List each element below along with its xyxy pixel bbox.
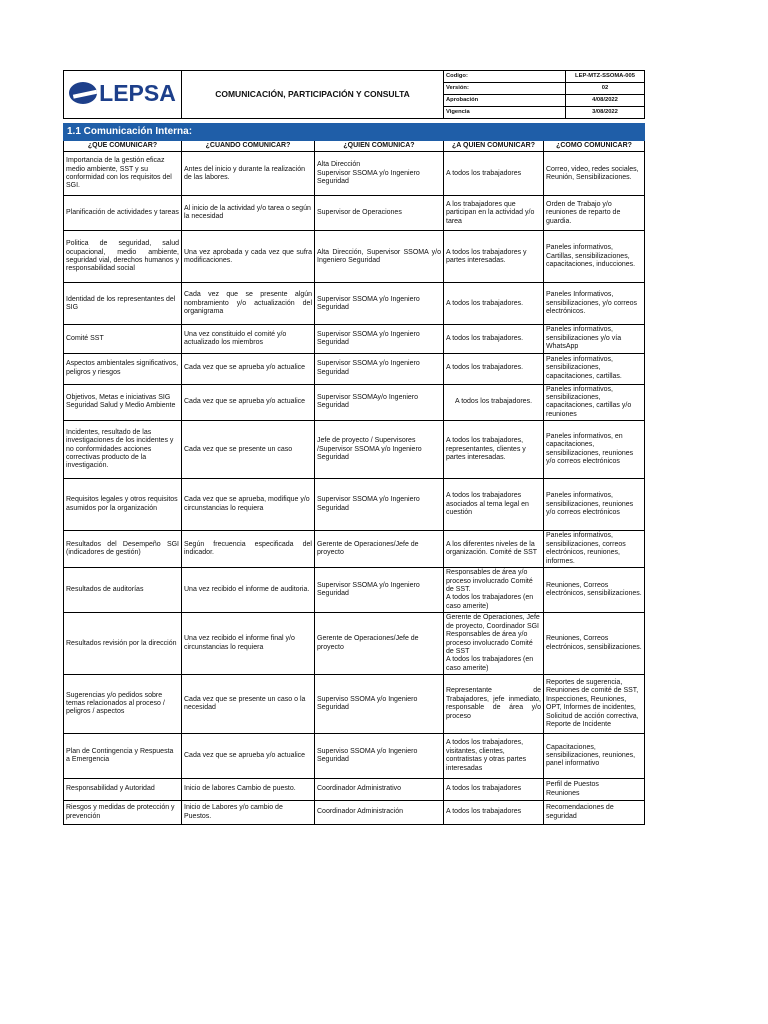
cell-how: Paneles informativos, sensibilizaciones, correos electrónicos, reuniones, informes. bbox=[544, 531, 645, 568]
meta-value-validity: 3/08/2022 bbox=[566, 107, 645, 119]
cell-who: Supervisor SSOMA y/o Ingeniero Seguridad bbox=[315, 353, 444, 384]
cell-who: Superviso SSOMA y/o Ingeniero Seguridad bbox=[315, 734, 444, 779]
cell-who: Supervisor SSOMA y/o Ingeniero Seguridad bbox=[315, 568, 444, 613]
company-logo bbox=[64, 71, 182, 119]
cell-what: Riesgos y medidas de protección y prevención bbox=[64, 801, 182, 825]
cell-who: Supervisor SSOMA y/o Ingeniero Seguridad bbox=[315, 479, 444, 531]
table-row bbox=[64, 196, 645, 231]
cell-when: Cada vez que se aprueba, modifique y/o circunstancias lo requiera bbox=[182, 479, 315, 531]
meta-value-version: 02 bbox=[566, 83, 645, 95]
cell-when: Al inicio de la actividad y/o tarea o según la necesidad bbox=[182, 196, 315, 231]
cell-what: Politica de seguridad, salud ocupacional, medio ambiente, seguridad vial, derechos humanos y responsabilidad social bbox=[64, 231, 182, 283]
cell-to-whom: A todos los trabajadores bbox=[444, 779, 544, 801]
cell-to-whom: A todos los trabajadores. bbox=[444, 353, 544, 384]
cell-what: Resultados del Desempeño SGI (indicadores de gestión) bbox=[64, 531, 182, 568]
cell-when: Cada vez que se aprueba y/o actualice bbox=[182, 353, 315, 384]
cell-how: Reuniones, Correos electrónicos, sensibilizaciones. bbox=[544, 613, 645, 675]
cell-what: Incidentes, resultado de las investigaciones de los incidentes y no conformidades acciones correctivas producto de la investigación. bbox=[64, 421, 182, 479]
meta-value-approval: 4/08/2022 bbox=[566, 95, 645, 107]
cell-to-whom: A todos los trabajadores y partes interesadas. bbox=[444, 231, 544, 283]
cell-how: Paneles informativos, sensibilizaciones, capacitaciones, cartillas. bbox=[544, 353, 645, 384]
meta-label-approval: Aprobación bbox=[444, 95, 566, 107]
cell-to-whom: A todos los trabajadores. bbox=[444, 283, 544, 325]
table-row bbox=[64, 325, 645, 353]
cell-when: Cada vez que se aprueba y/o actualice bbox=[182, 384, 315, 421]
table-row bbox=[64, 152, 645, 196]
cell-what: Sugerencias y/o pedidos sobre temas relacionados al proceso / peligros / aspectos bbox=[64, 675, 182, 734]
cell-who: Jefe de proyecto / Supervisores /Supervisor SSOMA y/o Ingeniero Seguridad bbox=[315, 421, 444, 479]
cell-when: Una vez recibido el informe de auditoria. bbox=[182, 568, 315, 613]
cell-how: Perfil de Puestos Reuniones bbox=[544, 779, 645, 801]
meta-label-validity: Vigencia bbox=[444, 107, 566, 119]
cell-when: Una vez recibido el informe final y/o circunstancias lo requiera bbox=[182, 613, 315, 675]
document-title: COMUNICACIÓN, PARTICIPACIÓN Y CONSULTA bbox=[182, 71, 444, 119]
cell-what: Resultados revisión por la dirección bbox=[64, 613, 182, 675]
table-row bbox=[64, 734, 645, 779]
cell-when: Inicio de labores Cambio de puesto. bbox=[182, 779, 315, 801]
cell-to-whom: A todos los trabajadores, visitantes, clientes, contratistas y otras partes interesadas bbox=[444, 734, 544, 779]
document-sheet bbox=[63, 70, 644, 825]
cell-what: Identidad de los representantes del SIG bbox=[64, 283, 182, 325]
cell-when: Según frecuencia especificada del indicador. bbox=[182, 531, 315, 568]
cell-to-whom: A todos los trabajadores bbox=[444, 152, 544, 196]
cell-to-whom: A todos los trabajadores bbox=[444, 801, 544, 825]
cell-what: Planificación de actividades y tareas bbox=[64, 196, 182, 231]
cell-what: Plan de Contingencia y Respuesta a Emergencia bbox=[64, 734, 182, 779]
cell-what: Aspectos ambientales significativos, peligros y riesgos bbox=[64, 353, 182, 384]
cell-when: Inicio de Labores y/o cambio de Puestos. bbox=[182, 801, 315, 825]
cell-what: Comité SST bbox=[64, 325, 182, 353]
meta-label-code: Codigo: bbox=[444, 71, 566, 83]
meta-value-code: LEP-MTZ-SSOMA-005 bbox=[566, 71, 645, 83]
cell-when: Cada vez que se aprueba y/o actualice bbox=[182, 734, 315, 779]
cell-to-whom: Responsables de área y/o proceso involucrado Comité de SST. A todos los trabajadores (en caso amerite) bbox=[444, 568, 544, 613]
cell-when: Antes del inicio y durante la realización de las labores. bbox=[182, 152, 315, 196]
cell-how: Reportes de sugerencia, Reuniones de comité de SST, Inspecciones, Reuniones, OPT, Informes de incidentes, Solicitud de acción correctiva, Reporte de Incidente bbox=[544, 675, 645, 734]
table-row bbox=[64, 231, 645, 283]
cell-what: Requisitos legales y otros requisitos asumidos por la organización bbox=[64, 479, 182, 531]
cell-how: Reuniones, Correos electrónicos, sensibilizaciones. bbox=[544, 568, 645, 613]
table-row bbox=[64, 531, 645, 568]
column-header-how: ¿COMO COMUNICAR? bbox=[544, 141, 645, 152]
cell-to-whom: Gerente de Operaciones, Jefe de proyecto, Coordinador SGI Responsables de área y/o proceso involucrado Comité de SST A todos los trabajadores (en caso amerite) bbox=[444, 613, 544, 675]
cell-how: Capacitaciones, sensibilizaciones, reuniones, panel informativo bbox=[544, 734, 645, 779]
cell-who: Alta Dirección Supervisor SSOMA y/o Ingeniero Seguridad bbox=[315, 152, 444, 196]
cell-to-whom: A los trabajadores que participan en la actividad y/o tarea bbox=[444, 196, 544, 231]
cell-who: Supervisor SSOMA y/o Ingeniero Seguridad bbox=[315, 325, 444, 353]
cell-who: Supervisor de Operaciones bbox=[315, 196, 444, 231]
cell-to-whom: A todos los trabajadores. bbox=[444, 384, 544, 421]
logo-mark-icon bbox=[69, 82, 97, 104]
cell-to-whom: Representante de Trabajadores, jefe inmediato, responsable de área y/o proceso bbox=[444, 675, 544, 734]
cell-who: Supervisor SSOMA y/o Ingeniero Seguridad bbox=[315, 283, 444, 325]
cell-how: Paneles informativos, sensibilizaciones, capacitaciones, cartillas y/o reuniones bbox=[544, 384, 645, 421]
cell-who: Gerente de Operaciones/Jefe de proyecto bbox=[315, 613, 444, 675]
cell-how: Paneles informativos, sensibilizaciones y/o vía WhatsApp bbox=[544, 325, 645, 353]
cell-how: Paneles Informativos, sensibilizaciones, y/o correos electrónicos. bbox=[544, 283, 645, 325]
logo-text: LEPSA bbox=[99, 79, 176, 106]
table-row bbox=[64, 421, 645, 479]
cell-what: Objetivos, Metas e iniciativas SIG Seguridad Salud y Medio Ambiente bbox=[64, 384, 182, 421]
cell-how: Paneles informativos, en capacitaciones, sensibilizaciones, reuniones y/o correos electrónicos bbox=[544, 421, 645, 479]
cell-to-whom: A los diferentes niveles de la organización. Comité de SST bbox=[444, 531, 544, 568]
column-header-to-whom: ¿A QUIEN COMUNICAR? bbox=[444, 141, 544, 152]
cell-to-whom: A todos los trabajadores. bbox=[444, 325, 544, 353]
cell-to-whom: A todos los trabajadores asociados al tema legal en cuestión bbox=[444, 479, 544, 531]
table-row bbox=[64, 283, 645, 325]
section-title: 1.1 Comunicación Interna: bbox=[64, 124, 645, 141]
cell-how: Correo, video, redes sociales, Reunión, Sensibilizaciones. bbox=[544, 152, 645, 196]
cell-when: Cada vez que se presente un caso o la necesidad bbox=[182, 675, 315, 734]
cell-how: Recomendaciones de seguridad bbox=[544, 801, 645, 825]
header-table bbox=[63, 70, 645, 119]
cell-when: Cada vez que se presente un caso bbox=[182, 421, 315, 479]
cell-when: Una vez aprobada y cada vez que sufra modificaciones. bbox=[182, 231, 315, 283]
cell-who: Coordinador Administración bbox=[315, 801, 444, 825]
cell-who: Gerente de Operaciones/Jefe de proyecto bbox=[315, 531, 444, 568]
column-header-who: ¿QUIEN COMUNICA? bbox=[315, 141, 444, 152]
table-row bbox=[64, 384, 645, 421]
table-row bbox=[64, 801, 645, 825]
column-header-what: ¿QUE COMUNICAR? bbox=[64, 141, 182, 152]
cell-who: Superviso SSOMA y/o Ingeniero Seguridad bbox=[315, 675, 444, 734]
table-row bbox=[64, 568, 645, 613]
cell-how: Paneles informativos, sensibilizaciones, reuniones y/o correos electrónicos bbox=[544, 479, 645, 531]
table-row bbox=[64, 613, 645, 675]
cell-what: Importancia de la gestión eficaz medio ambiente, SST y su conformidad con los requisitos del SGI. bbox=[64, 152, 182, 196]
table-row bbox=[64, 675, 645, 734]
cell-who: Alta Dirección, Supervisor SSOMA y/o Ingeniero Seguridad bbox=[315, 231, 444, 283]
cell-how: Orden de Trabajo y/o reuniones de reparto de guardia. bbox=[544, 196, 645, 231]
cell-how: Paneles informativos, Cartillas, sensibilizaciones, capacitaciones, inducciones. bbox=[544, 231, 645, 283]
meta-label-version: Versión: bbox=[444, 83, 566, 95]
table-row bbox=[64, 479, 645, 531]
cell-who: Coordinador Administrativo bbox=[315, 779, 444, 801]
column-header-when: ¿CUANDO COMUNICAR? bbox=[182, 141, 315, 152]
cell-what: Responsabilidad y Autoridad bbox=[64, 779, 182, 801]
cell-when: Una vez constituido el comité y/o actualizado los miembros bbox=[182, 325, 315, 353]
cell-when: Cada vez que se presente algún nombramiento y/o actualización del organigrama bbox=[182, 283, 315, 325]
cell-to-whom: A todos los trabajadores, representantes, clientes y partes interesadas. bbox=[444, 421, 544, 479]
table-row bbox=[64, 353, 645, 384]
cell-what: Resultados de auditorías bbox=[64, 568, 182, 613]
communication-table bbox=[63, 123, 645, 825]
table-row bbox=[64, 779, 645, 801]
cell-who: Supervisor SSOMAy/o Ingeniero Seguridad bbox=[315, 384, 444, 421]
